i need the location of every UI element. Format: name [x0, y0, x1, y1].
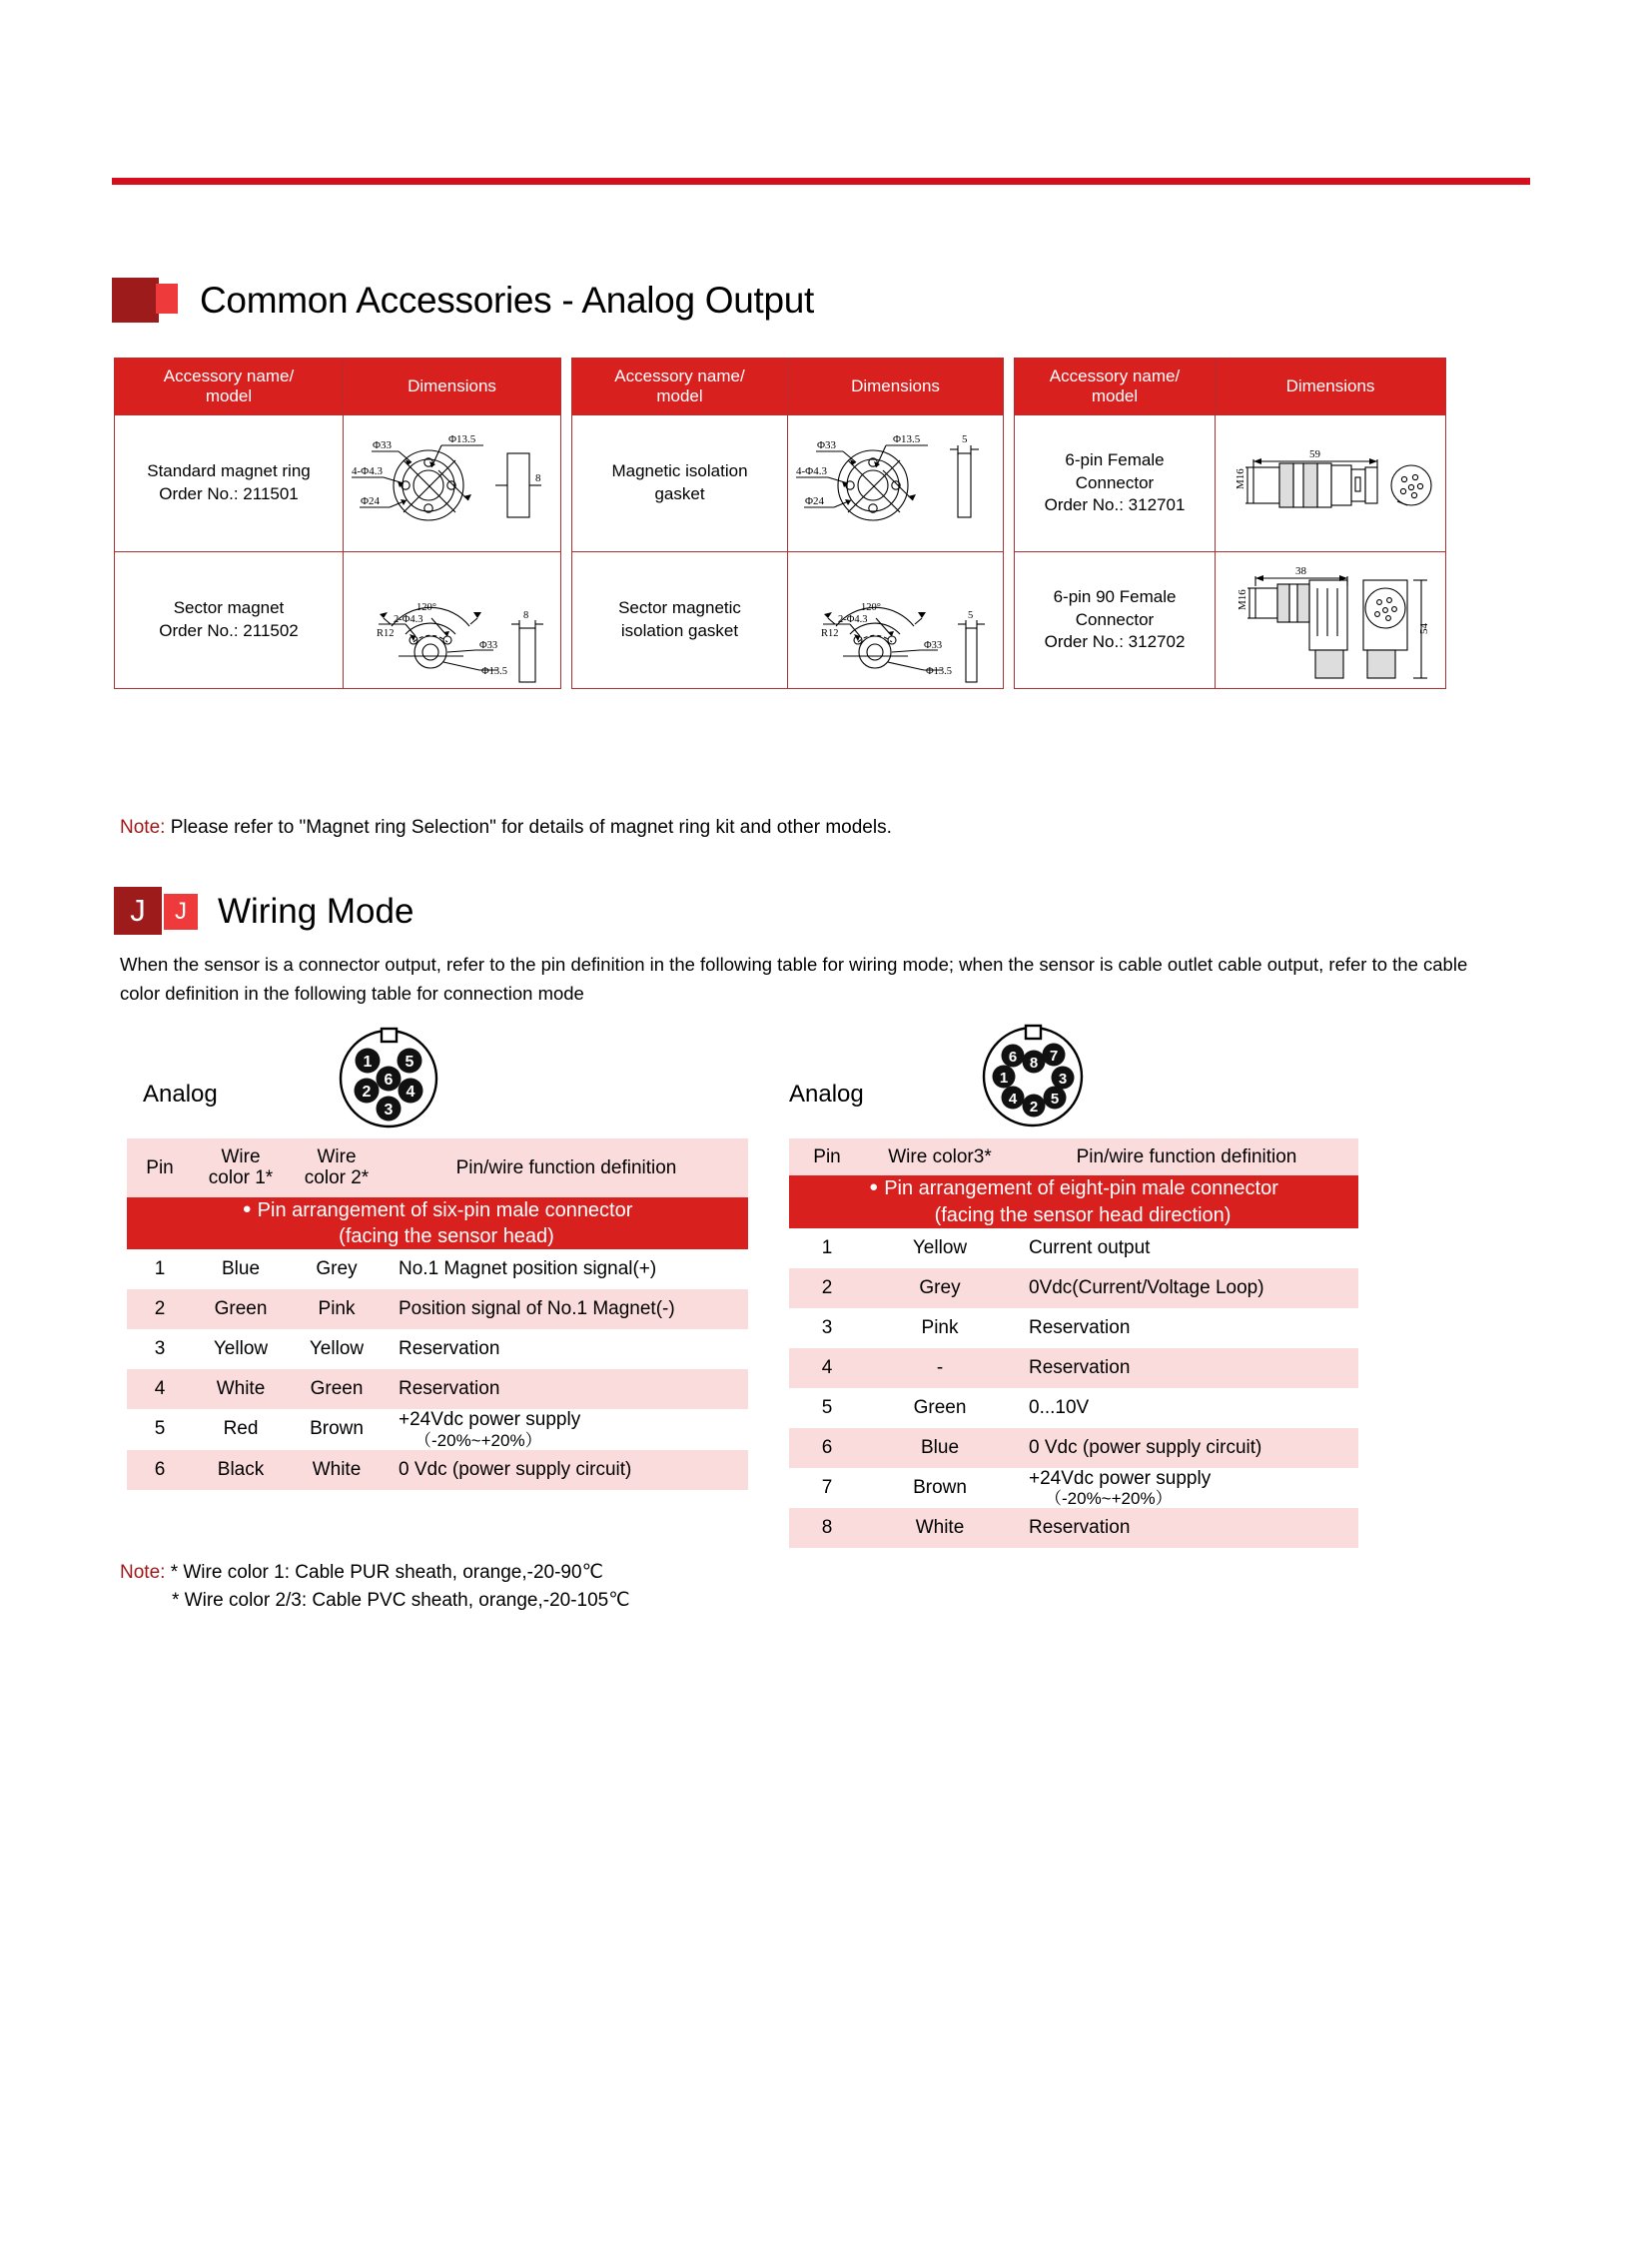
- analog-label-left: Analog: [143, 1081, 218, 1108]
- pin-number: 3: [384, 1102, 394, 1119]
- dim-label: 54: [1418, 623, 1430, 634]
- cell-function: 0Vdc(Current/Voltage Loop): [1015, 1268, 1358, 1308]
- pin-number: 2: [1029, 1099, 1039, 1116]
- pin-number: 6: [1008, 1049, 1018, 1066]
- table-row: [789, 1508, 1358, 1548]
- table-row: [789, 1308, 1358, 1348]
- six-pin-banner: ● Pin arrangement of six-pin male connector (facing the sensor head): [127, 1197, 748, 1250]
- page-title: Common Accessories - Analog Output: [200, 280, 814, 321]
- accessories-note: [120, 817, 892, 839]
- dim-label: 59: [1309, 448, 1320, 460]
- dim-label: 38: [1295, 565, 1306, 577]
- table-row: [572, 552, 1004, 689]
- table-row: [789, 1468, 1358, 1508]
- dim-label: Φ13.5: [481, 666, 508, 677]
- cell-wire-color-3: Blue: [865, 1428, 1015, 1468]
- cell-wire-color-1: Green: [193, 1289, 289, 1329]
- table-row: [127, 1289, 748, 1329]
- cell-pin: 1: [127, 1249, 193, 1289]
- badge-j-dark: J: [114, 887, 162, 935]
- col-header-name: Accessory name/ model: [115, 359, 344, 415]
- cell-pin: 8: [789, 1508, 865, 1548]
- table-row: [1015, 415, 1446, 552]
- note-label: Note:: [120, 817, 166, 838]
- accessory-table-2: [571, 358, 1004, 689]
- dim-label: 4-Φ4.3: [352, 465, 383, 477]
- wiring-note: [120, 1559, 630, 1614]
- pin-number: 6: [384, 1072, 394, 1089]
- cell-function: 0 Vdc (power supply circuit): [1015, 1428, 1358, 1468]
- title-square-light-icon: [156, 284, 178, 314]
- col-header-name: Accessory name/ model: [572, 359, 788, 415]
- table-row: [789, 1388, 1358, 1428]
- eight-pin-face-diagram: [974, 1017, 1092, 1139]
- cell-pin: 2: [127, 1289, 193, 1329]
- col-header-function: Pin/wire function definition: [385, 1138, 748, 1197]
- col-header-wire-color-3: Wire color3*: [865, 1138, 1015, 1175]
- table-row: [127, 1369, 748, 1409]
- dim-label: Φ33: [479, 640, 498, 651]
- cell-pin: 7: [789, 1468, 865, 1508]
- cell-function: +24Vdc power supply （-20%~+20%）: [1015, 1468, 1358, 1508]
- cell-function: No.1 Magnet position signal(+): [385, 1249, 748, 1289]
- cell-wire-color-3: Brown: [865, 1468, 1015, 1508]
- cell-function: Position signal of No.1 Magnet(-): [385, 1289, 748, 1329]
- analog-label-right: Analog: [789, 1081, 864, 1108]
- cell-wire-color-3: Yellow: [865, 1228, 1015, 1268]
- cell-wire-color-1: White: [193, 1369, 289, 1409]
- cell-wire-color-1: Blue: [193, 1249, 289, 1289]
- pin-number: 2: [362, 1084, 372, 1101]
- table-banner-row: [789, 1175, 1358, 1228]
- dim-label: Φ24: [361, 495, 381, 507]
- bullet-icon: ●: [869, 1178, 879, 1196]
- note-text-line2: * Wire color 2/3: Cable PVC sheath, orange,-20-105℃: [172, 1589, 630, 1611]
- dim-label: Φ33: [817, 439, 837, 451]
- dimension-drawing-cell: [788, 552, 1004, 689]
- cell-function: 0 Vdc (power supply circuit): [385, 1450, 748, 1490]
- note-text-line1: * Wire color 1: Cable PUR sheath, orange,-20-90℃: [165, 1562, 603, 1583]
- cell-wire-color-2: Brown: [289, 1409, 385, 1449]
- sector-magnet-drawing: [344, 552, 560, 688]
- cell-wire-color-3: White: [865, 1508, 1015, 1548]
- table-row: [115, 415, 561, 552]
- cell-pin: 3: [127, 1329, 193, 1369]
- cell-pin: 5: [127, 1409, 193, 1449]
- dimension-drawing-cell: [788, 415, 1004, 552]
- accessory-name-cell: 6-pin 90 Female Connector Order No.: 312702: [1015, 552, 1216, 689]
- cell-function: Reservation: [385, 1369, 748, 1409]
- dim-label: 8: [535, 472, 541, 484]
- dim-label: Φ33: [924, 640, 943, 651]
- dimension-drawing-cell: [344, 415, 561, 552]
- pin-number: 7: [1049, 1048, 1059, 1065]
- dim-label: Φ13.5: [448, 433, 476, 445]
- six-pin-face-diagram: [330, 1021, 447, 1137]
- dim-label: 120°: [416, 602, 436, 613]
- pin-number: 8: [1029, 1055, 1039, 1072]
- accessory-name-cell: Standard magnet ring Order No.: 211501: [115, 415, 344, 552]
- dim-label: M16: [1235, 468, 1246, 489]
- dim-label: R12: [821, 628, 839, 639]
- accessory-name-cell: 6-pin Female Connector Order No.: 312701: [1015, 415, 1216, 552]
- wiring-mode-title: Wiring Mode: [218, 891, 414, 931]
- dim-label: 2-Φ4.3: [838, 614, 868, 625]
- cell-function: Reservation: [1015, 1348, 1358, 1388]
- section-title: [112, 278, 814, 323]
- pin-number: 4: [406, 1084, 415, 1101]
- eight-pin-banner: ● Pin arrangement of eight-pin male connector (facing the sensor head direction): [789, 1175, 1358, 1228]
- table-header-row: [789, 1138, 1358, 1175]
- col-header-dimensions: Dimensions: [1216, 359, 1446, 415]
- table-row: [127, 1409, 748, 1449]
- col-header-pin: Pin: [127, 1138, 193, 1197]
- cell-wire-color-3: Green: [865, 1388, 1015, 1428]
- cell-function: +24Vdc power supply （-20%~+20%）: [385, 1409, 748, 1449]
- magnet-gasket-drawing: [788, 415, 1003, 551]
- cell-pin: 4: [127, 1369, 193, 1409]
- table-row: [127, 1249, 748, 1289]
- pin-number: 3: [1058, 1071, 1068, 1088]
- table-row: [127, 1450, 748, 1490]
- eight-pin-table: [789, 1138, 1358, 1548]
- table-row: [789, 1228, 1358, 1268]
- table-row: [1015, 552, 1446, 689]
- note-text: Please refer to "Magnet ring Selection" for details of magnet ring kit and other models.: [165, 817, 892, 838]
- table-row: [789, 1268, 1358, 1308]
- cell-wire-color-3: Grey: [865, 1268, 1015, 1308]
- dim-label: M16: [1237, 589, 1248, 610]
- cell-pin: 4: [789, 1348, 865, 1388]
- col-header-wire-color-2: Wire color 2*: [289, 1138, 385, 1197]
- table-header-row: [127, 1138, 748, 1197]
- cell-wire-color-2: Green: [289, 1369, 385, 1409]
- dim-label: Φ33: [373, 439, 393, 451]
- pin-number: 1: [999, 1070, 1009, 1087]
- connector-angled-drawing: [1216, 552, 1445, 688]
- cell-wire-color-2: White: [289, 1450, 385, 1490]
- table-banner-row: [127, 1197, 748, 1250]
- pin-number: 1: [363, 1054, 373, 1071]
- pin-number: 5: [405, 1054, 414, 1071]
- pin-number: 5: [1050, 1091, 1060, 1108]
- cell-pin: 3: [789, 1308, 865, 1348]
- dim-label: Φ24: [805, 495, 825, 507]
- cell-pin: 1: [789, 1228, 865, 1268]
- accessory-name-cell: Sector magnetic isolation gasket: [572, 552, 788, 689]
- pin-number: 4: [1008, 1091, 1018, 1108]
- dim-label: 2-Φ4.3: [394, 614, 423, 625]
- wiring-mode-heading: [114, 887, 413, 935]
- wiring-mode-intro: When the sensor is a connector output, refer to the pin definition in the following table for wiring mode; when the sensor is cable outlet cable output, refer to the cable color definition in the following table for connection mode: [120, 954, 1468, 1004]
- dim-label: 4-Φ4.3: [796, 465, 827, 477]
- six-pin-table: [127, 1138, 748, 1490]
- dim-label: 5: [962, 433, 968, 445]
- dim-label: Φ13.5: [926, 666, 953, 677]
- table-header-row: [572, 359, 1004, 415]
- dim-label: 8: [523, 610, 529, 621]
- cell-function: Reservation: [1015, 1508, 1358, 1548]
- bullet-icon: ●: [242, 1199, 252, 1217]
- cell-wire-color-2: Yellow: [289, 1329, 385, 1369]
- dimension-drawing-cell: [344, 552, 561, 689]
- cell-pin: 5: [789, 1388, 865, 1428]
- dim-label: Φ13.5: [893, 433, 921, 445]
- accessory-table-1: [114, 358, 561, 689]
- col-header-name: Accessory name/ model: [1015, 359, 1216, 415]
- title-square-dark-icon: [112, 278, 159, 323]
- cell-function: Reservation: [1015, 1308, 1358, 1348]
- accessory-name-cell: Sector magnet Order No.: 211502: [115, 552, 344, 689]
- cell-wire-color-3: Pink: [865, 1308, 1015, 1348]
- cell-function: Reservation: [385, 1329, 748, 1369]
- dim-label: 120°: [861, 602, 881, 613]
- cell-wire-color-1: Red: [193, 1409, 289, 1449]
- table-header-row: [1015, 359, 1446, 415]
- dim-label: R12: [377, 628, 395, 639]
- cell-function: 0...10V: [1015, 1388, 1358, 1428]
- accessory-table-3: [1014, 358, 1446, 689]
- sector-gasket-drawing: [788, 552, 1003, 688]
- magnet-ring-drawing: [344, 415, 560, 551]
- col-header-wire-color-1: Wire color 1*: [193, 1138, 289, 1197]
- cell-pin: 2: [789, 1268, 865, 1308]
- cell-wire-color-3: -: [865, 1348, 1015, 1388]
- cell-function: Current output: [1015, 1228, 1358, 1268]
- table-row: [115, 552, 561, 689]
- cell-pin: 6: [789, 1428, 865, 1468]
- table-row: [789, 1348, 1358, 1388]
- cell-wire-color-1: Yellow: [193, 1329, 289, 1369]
- table-row: [127, 1329, 748, 1369]
- cell-pin: 6: [127, 1450, 193, 1490]
- col-header-pin: Pin: [789, 1138, 865, 1175]
- cell-wire-color-1: Black: [193, 1450, 289, 1490]
- note-label: Note:: [120, 1562, 166, 1583]
- badge-j-light: J: [164, 894, 198, 930]
- table-row: [789, 1428, 1358, 1468]
- dimension-drawing-cell: [1216, 415, 1446, 552]
- table-row: [572, 415, 1004, 552]
- cell-wire-color-2: Pink: [289, 1289, 385, 1329]
- dim-label: 5: [968, 610, 974, 621]
- accessory-tables: [114, 358, 1446, 689]
- connector-straight-drawing: [1216, 415, 1445, 551]
- col-header-function: Pin/wire function definition: [1015, 1138, 1358, 1175]
- top-rule: [112, 178, 1530, 185]
- accessory-name-cell: Magnetic isolation gasket: [572, 415, 788, 552]
- col-header-dimensions: Dimensions: [788, 359, 1004, 415]
- col-header-dimensions: Dimensions: [344, 359, 561, 415]
- cell-wire-color-2: Grey: [289, 1249, 385, 1289]
- table-header-row: [115, 359, 561, 415]
- dimension-drawing-cell: [1216, 552, 1446, 689]
